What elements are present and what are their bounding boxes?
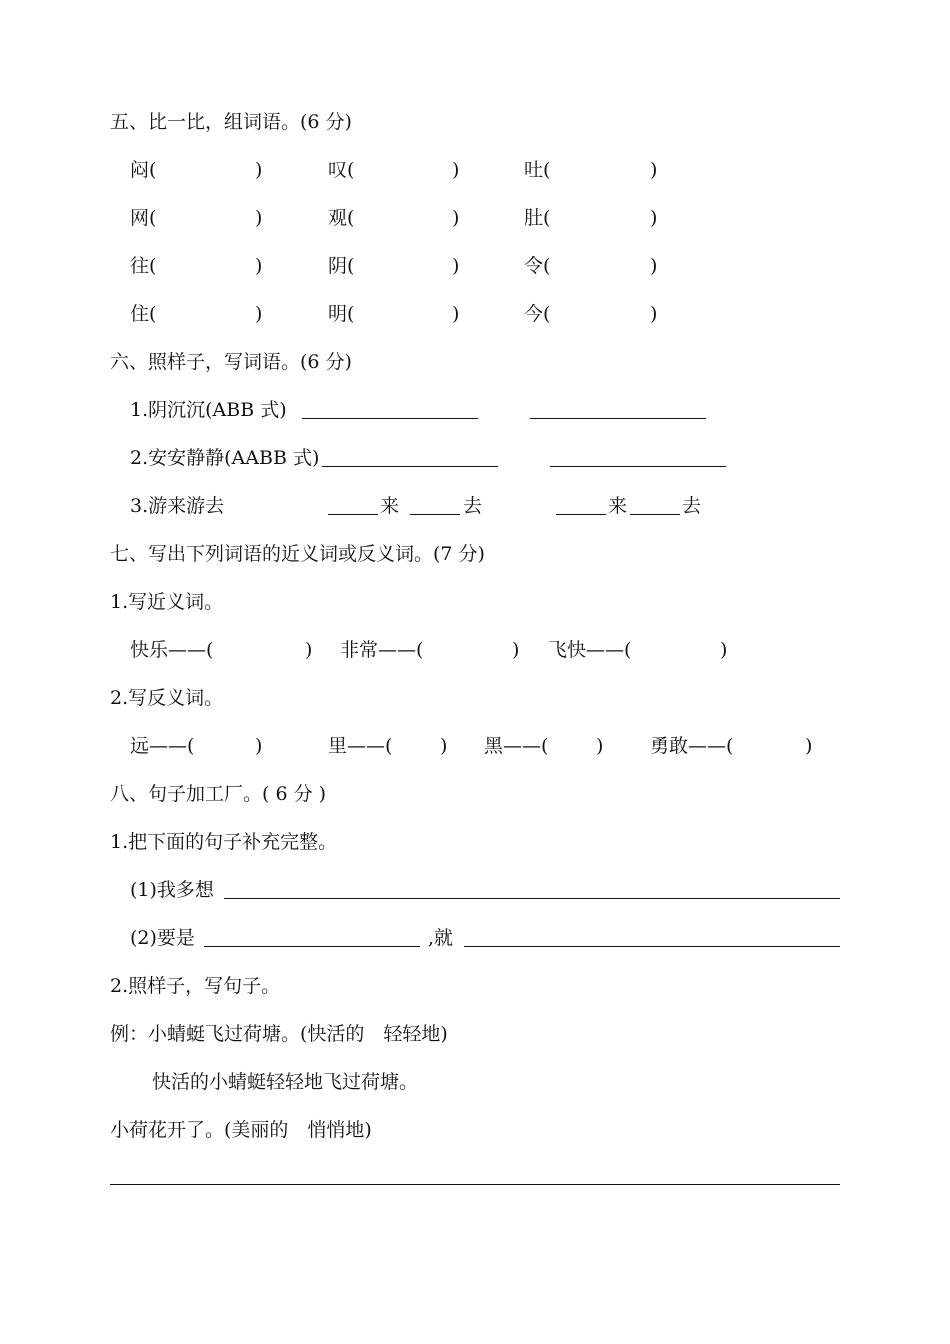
answer-blank[interactable]	[530, 418, 706, 419]
antonym-close: )	[805, 735, 813, 757]
synonym-close: )	[512, 639, 520, 661]
qu-char: 去	[463, 495, 483, 517]
answer-line[interactable]	[224, 898, 840, 899]
aabb-item: 2.安安静静(AABB 式)	[130, 447, 320, 469]
synonym-subtitle: 1.写近义词。	[110, 591, 224, 613]
antonym-close: )	[255, 735, 263, 757]
antonym-close: )	[440, 735, 448, 757]
sentence-connector: ,就	[428, 927, 454, 949]
answer-blank[interactable]	[328, 514, 378, 515]
synonym-item: 非常——(	[340, 639, 424, 661]
abb-item: 1.阴沉沉(ABB 式)	[130, 399, 287, 421]
antonym-item: 黑——(	[484, 735, 549, 757]
word-pair-open: 网(	[130, 207, 157, 229]
antonym-item: 里——(	[328, 735, 393, 757]
word-pair-open: 令(	[524, 255, 551, 277]
synonym-item: 快乐——(	[130, 639, 214, 661]
answer-line[interactable]	[464, 946, 840, 947]
answer-blank[interactable]	[322, 466, 498, 467]
word-pair-open: 住(	[130, 303, 157, 325]
synonym-close: )	[305, 639, 313, 661]
example-sentence: 例：小蜻蜓飞过荷塘。(快活的 轻轻地)	[110, 1023, 448, 1045]
section-seven-title: 七、写出下列词语的近义词或反义词。(7 分)	[110, 543, 485, 565]
answer-line[interactable]	[204, 946, 420, 947]
complete-sentence-subtitle: 1.把下面的句子补充完整。	[110, 831, 338, 853]
word-pair-close: )	[650, 159, 658, 181]
synonym-close: )	[720, 639, 728, 661]
word-pair-close: )	[650, 255, 658, 277]
word-pair-close: )	[452, 207, 460, 229]
section-five-title: 五、比一比，组词语。(6 分)	[110, 111, 352, 133]
answer-blank[interactable]	[302, 418, 478, 419]
section-eight-title: 八、句子加工厂。( 6 分 )	[110, 783, 327, 805]
lai-char: 来	[608, 495, 628, 517]
answer-blank[interactable]	[550, 466, 726, 467]
antonym-subtitle: 2.写反义词。	[110, 687, 224, 709]
word-pair-open: 明(	[328, 303, 355, 325]
answer-line[interactable]	[110, 1184, 840, 1185]
word-pair-open: 吐(	[524, 159, 551, 181]
word-pair-close: )	[452, 255, 460, 277]
qu-char: 去	[682, 495, 702, 517]
word-pair-open: 今(	[524, 303, 551, 325]
antonym-close: )	[596, 735, 604, 757]
word-pair-open: 肚(	[524, 207, 551, 229]
word-pair-close: )	[255, 159, 263, 181]
pattern-item: 3.游来游去	[130, 495, 225, 517]
synonym-item: 飞快——(	[548, 639, 632, 661]
word-pair-open: 阴(	[328, 255, 355, 277]
word-pair-open: 观(	[328, 207, 355, 229]
word-pair-close: )	[452, 303, 460, 325]
rewrite-question: 小荷花开了。(美丽的 悄悄地)	[110, 1119, 372, 1141]
section-six-title: 六、照样子，写词语。(6 分)	[110, 351, 352, 373]
antonym-item: 勇敢——(	[650, 735, 734, 757]
answer-blank[interactable]	[630, 514, 680, 515]
example-answer: 快活的小蜻蜓轻轻地飞过荷塘。	[152, 1071, 419, 1093]
antonym-item: 远——(	[130, 735, 195, 757]
word-pair-close: )	[452, 159, 460, 181]
word-pair-close: )	[255, 255, 263, 277]
word-pair-close: )	[255, 207, 263, 229]
answer-blank[interactable]	[410, 514, 460, 515]
sentence-prompt: (1)我多想	[130, 879, 214, 901]
word-pair-close: )	[255, 303, 263, 325]
word-pair-open: 闷(	[130, 159, 157, 181]
word-pair-open: 叹(	[328, 159, 355, 181]
lai-char: 来	[380, 495, 400, 517]
sentence-prompt: (2)要是	[130, 927, 195, 949]
word-pair-close: )	[650, 303, 658, 325]
word-pair-close: )	[650, 207, 658, 229]
answer-blank[interactable]	[556, 514, 606, 515]
rewrite-subtitle: 2.照样子，写句子。	[110, 975, 281, 997]
word-pair-open: 往(	[130, 255, 157, 277]
